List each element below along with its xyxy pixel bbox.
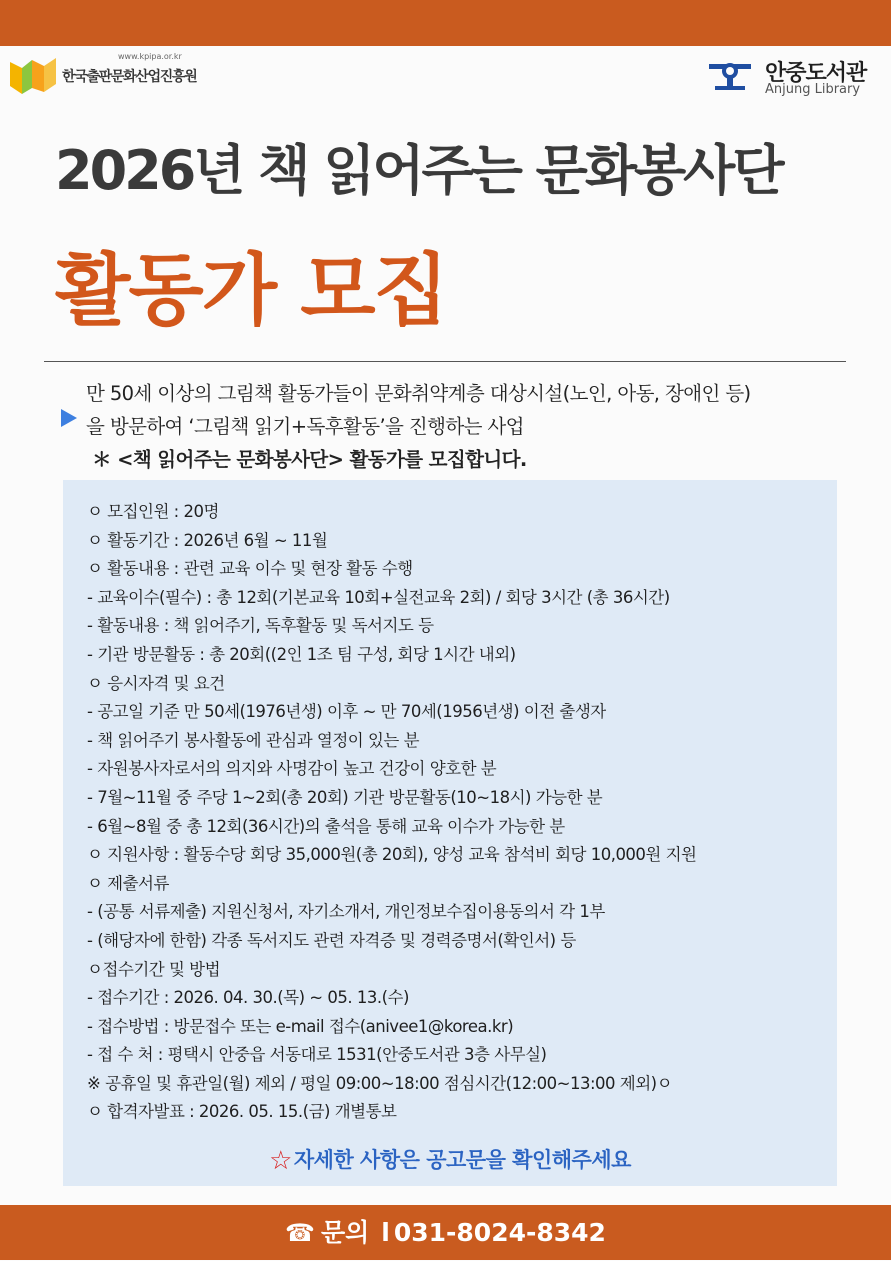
intro-line: 만 50세 이상의 그림책 활동가들이 문화취약계층 대상시설(노인, 아동, 장애인 등) [86,382,751,405]
detail-line: - 6월~8월 중 총 12회(36시간)의 출석을 통해 교육 이수가 가능한 분 [87,816,565,836]
notice-text: 자세한 사항은 공고문을 확인해주세요 [293,1148,631,1172]
kpipa-name: 한국출판문화산업진흥원 [62,69,197,85]
contact-phone[interactable]: 031-8024-8342 [393,1218,606,1247]
kpipa-logo [0,46,222,102]
top-banner-bar [0,0,891,46]
detail-line: ㅇ 지원사항 : 활동수당 회당 35,000원(총 20회), 양성 교육 참석비 회당 10,000원 지원 [87,845,697,865]
detail-line: - 7월~11월 중 주당 1~2회(총 20회) 기관 방문활동(10~18시) 가능한 분 [87,787,603,807]
detail-line: - (공통 서류제출) 지원신청서, 자기소개서, 개인정보수집이용동의서 각 1부 [87,902,605,922]
detail-line: - 교육이수(필수) : 총 12회(기본교육 10회+실전교육 2회) / 회당 3시간 (총 36시간) [87,587,670,607]
title-line-2: 활동가 모집 [55,246,447,336]
detail-line: - 기관 방문활동 : 총 20회((2인 1조 팀 구성, 회당 1시간 내외) [87,644,516,664]
intro-note: ＊ <책 읽어주는 문화봉사단> 활동가를 모집합니다. [92,448,527,471]
recruitment-details-box [63,480,837,1186]
divider [44,361,846,362]
detail-line: ㅇ 활동기간 : 2026년 6월 ~ 11월 [87,530,328,550]
detail-line: ㅇ 모집인원 : 20명 [87,502,219,521]
phone-icon: ☎ [285,1219,315,1247]
detail-line: ㅇ 제출서류 [87,873,169,893]
detail-line: ㅇ 합격자발표 : 2026. 05. 15.(금) 개별통보 [87,1102,397,1122]
detail-line: - 접 수 처 : 평택시 안중읍 서동대로 1531(안중도서관 3층 사무실) [87,1045,547,1065]
contact-bar [0,1205,891,1260]
contact-separator: l [381,1218,390,1247]
library-name-en: Anjung Library [765,82,861,97]
detail-line: - 책 읽어주기 봉사활동에 관심과 열정이 있는 분 [87,730,420,750]
library-emblem-icon [707,58,753,92]
star-icon: ☆ [269,1146,292,1176]
detail-line: - 접수방법 : 방문접수 또는 e-mail 접수(anivee1@korea.kr) [87,1016,514,1036]
intro-text [86,377,856,476]
detail-line: - 공고일 기준 만 50세(1976년생) 이후 ~ 만 70세(1956년생) 이전 출생자 [87,702,606,722]
notice-line [63,1144,837,1176]
details-list [87,498,833,1127]
triangle-arrow-icon [60,408,78,428]
kpipa-book-icon [8,54,58,94]
detail-line: - 접수기간 : 2026. 04. 30.(목) ~ 05. 13.(수) [87,988,409,1008]
detail-line: ㅇ접수기간 및 방법 [87,959,221,979]
detail-line: ※ 공휴일 및 휴관일(월) 제외 / 평일 09:00~18:00 점심시간(12:00~13:00 제외)ㅇ [87,1073,673,1093]
kpipa-url: www.kpipa.or.kr [118,52,182,61]
intro-line: 을 방문하여 ‘그림책 읽기+독후활동’을 진행하는 사업 [86,415,524,438]
contact-label: 문의 [320,1218,370,1247]
library-name: 안중도서관 [765,61,867,86]
detail-line: - 자원봉사자로서의 의지와 사명감이 높고 건강이 양호한 분 [87,759,497,779]
detail-line: ㅇ 응시자격 및 요건 [87,673,225,693]
detail-line: - 활동내용 : 책 읽어주기, 독후활동 및 독서지도 등 [87,616,434,636]
detail-line: - (해당자에 한함) 각종 독서지도 관련 자격증 및 경력증명서(확인서) 등 [87,930,576,950]
title-line-1: 2026년 책 읽어주는 문화봉사단 [55,139,782,202]
anjung-library-logo [697,46,891,102]
detail-line: ㅇ 활동내용 : 관련 교육 이수 및 현장 활동 수행 [87,559,413,579]
